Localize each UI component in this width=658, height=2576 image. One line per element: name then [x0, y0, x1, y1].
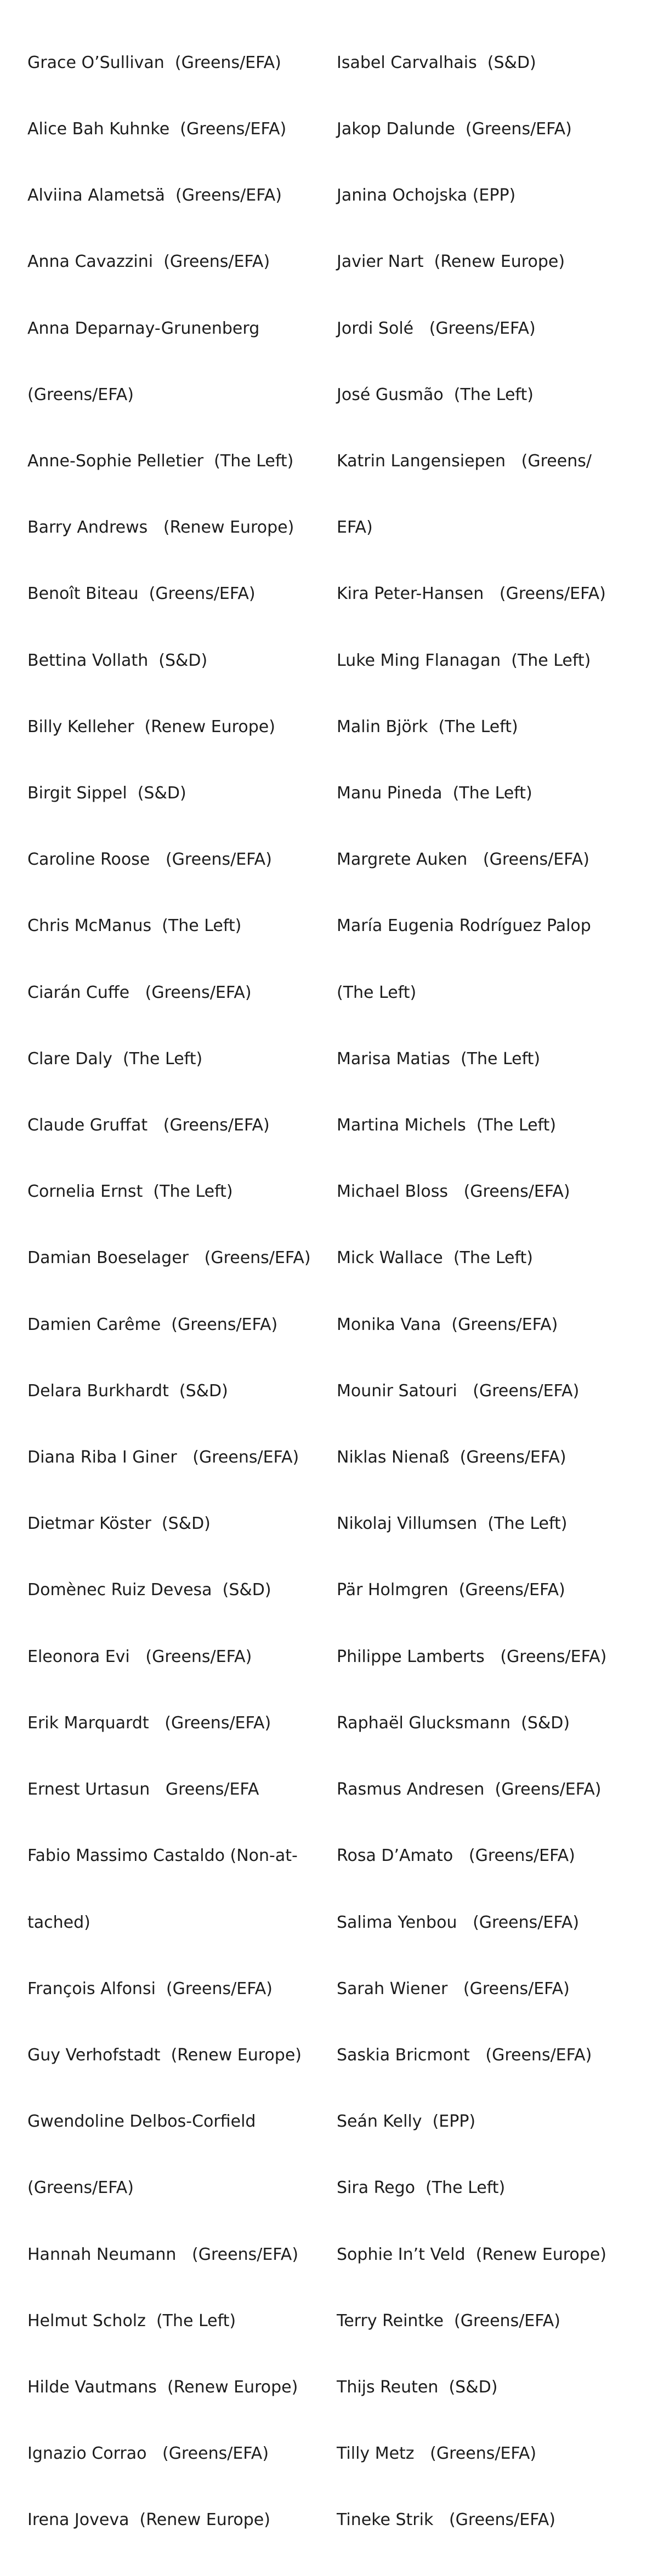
list-item: Diana Riba I Giner (Greens/EFA): [27, 1448, 299, 1467]
list-item: Gwendoline Delbos-Corfield: [27, 2112, 256, 2132]
list-item: Janina Ochojska (EPP): [337, 186, 516, 205]
list-item: Anna Cavazzini (Greens/EFA): [27, 252, 270, 272]
list-item: Irena Joveva (Renew Europe): [27, 2510, 270, 2530]
list-item: Philippe Lamberts (Greens/EFA): [337, 1647, 607, 1666]
list-item: Ciarán Cuffe (Greens/EFA): [27, 983, 252, 1002]
list-item: Marisa Matias (The Left): [337, 1049, 541, 1069]
list-item: Mick Wallace (The Left): [337, 1248, 534, 1268]
list-item: Rosa D’Amato (Greens/EFA): [337, 1846, 575, 1866]
list-item: Eleonora Evi (Greens/EFA): [27, 1647, 252, 1666]
list-item: Damien Carême (Greens/EFA): [27, 1315, 278, 1334]
list-item: Chris McManus (The Left): [27, 916, 242, 936]
list-item: Sira Rego (The Left): [337, 2178, 506, 2198]
list-item: Mounir Satouri (Greens/EFA): [337, 1381, 580, 1401]
list-item: Billy Kelleher (Renew Europe): [27, 717, 275, 736]
list-item: Anna Deparnay-Grunenberg: [27, 318, 260, 338]
list-item: Bettina Vollath (S&D): [27, 650, 208, 670]
list-item: Caroline Roose (Greens/EFA): [27, 850, 272, 870]
list-item: Michael Bloss (Greens/EFA): [337, 1182, 570, 1202]
list-item: Tilly Metz (Greens/EFA): [337, 2444, 537, 2464]
list-item: Nikolaj Villumsen (The Left): [337, 1514, 568, 1534]
list-item: Margrete Auken (Greens/EFA): [337, 850, 589, 870]
list-item: Cornelia Ernst (The Left): [27, 1182, 233, 1202]
list-item: EFA): [337, 518, 373, 538]
list-item: Benoît Biteau (Greens/EFA): [27, 584, 256, 604]
list-item: Pär Holmgren (Greens/EFA): [337, 1580, 565, 1600]
list-item: (Greens/EFA): [27, 385, 134, 404]
list-item: Saskia Bricmont (Greens/EFA): [337, 2045, 592, 2065]
list-item: Hilde Vautmans (Renew Europe): [27, 2377, 298, 2397]
list-item: Barry Andrews (Renew Europe): [27, 518, 294, 538]
list-item: Isabel Carvalhais (S&D): [337, 53, 536, 72]
list-item: Domènec Ruiz Devesa (S&D): [27, 1580, 271, 1600]
list-item: (Greens/EFA): [27, 2178, 134, 2198]
list-item: Helmut Scholz (The Left): [27, 2311, 236, 2331]
list-item: Birgit Sippel (S&D): [27, 784, 186, 803]
list-item: (The Left): [337, 983, 417, 1002]
list-item: Niklas Nienaß (Greens/EFA): [337, 1448, 566, 1467]
list-item: Dietmar Köster (S&D): [27, 1514, 211, 1534]
right-column: [337, 8, 644, 2576]
list-item: Claude Gruffat (Greens/EFA): [27, 1116, 270, 1135]
list-item: Seán Kelly (EPP): [337, 2112, 476, 2132]
list-item: Alice Bah Kuhnke (Greens/EFA): [27, 119, 287, 139]
list-item: Hannah Neumann (Greens/EFA): [27, 2244, 299, 2264]
list-item: Grace O’Sullivan (Greens/EFA): [27, 53, 281, 72]
list-item: Katrin Langensiepen (Greens/: [337, 452, 592, 471]
list-item: María Eugenia Rodríguez Palop: [337, 916, 591, 936]
list-item: Monika Vana (Greens/EFA): [337, 1315, 558, 1334]
list-item: Javier Nart (Renew Europe): [337, 252, 565, 272]
list-item: Malin Björk (The Left): [337, 717, 518, 736]
list-item: Anne-Sophie Pelletier (The Left): [27, 452, 294, 471]
list-item: Damian Boeselager (Greens/EFA): [27, 1248, 311, 1268]
list-item: Manu Pineda (The Left): [337, 784, 532, 803]
list-item: Luke Ming Flanagan (The Left): [337, 650, 591, 670]
list-item: Ignazio Corrao (Greens/EFA): [27, 2444, 269, 2464]
list-item: tached): [27, 1912, 90, 1932]
list-item: Ernest Urtasun Greens/EFA: [27, 1780, 259, 1800]
list-item: Martina Michels (The Left): [337, 1116, 557, 1135]
list-item: Alviina Alametsä (Greens/EFA): [27, 186, 282, 205]
list-item: Tineke Strik (Greens/EFA): [337, 2510, 555, 2530]
list-item: Sophie In’t Veld (Renew Europe): [337, 2244, 606, 2264]
list-item: Guy Verhofstadt (Renew Europe): [27, 2045, 302, 2065]
left-column: [27, 8, 326, 2576]
list-item: Salima Yenbou (Greens/EFA): [337, 1912, 580, 1932]
list-item: Sarah Wiener (Greens/EFA): [337, 1979, 570, 1998]
list-item: Erik Marquardt (Greens/EFA): [27, 1713, 271, 1733]
list-item: François Alfonsi (Greens/EFA): [27, 1979, 273, 1998]
list-item: Thijs Reuten (S&D): [337, 2377, 498, 2397]
list-item: Jordi Solé (Greens/EFA): [337, 318, 536, 338]
list-item: Rasmus Andresen (Greens/EFA): [337, 1780, 602, 1800]
list-item: Clare Daly (The Left): [27, 1049, 203, 1069]
list-item: Delara Burkhardt (S&D): [27, 1381, 228, 1401]
list-item: José Gusmão (The Left): [337, 385, 534, 404]
list-item: Kira Peter-Hansen (Greens/EFA): [337, 584, 606, 604]
list-item: Jakop Dalunde (Greens/EFA): [337, 119, 572, 139]
list-item: Fabio Massimo Castaldo (Non-at-: [27, 1846, 298, 1866]
list-item: Terry Reintke (Greens/EFA): [337, 2311, 560, 2331]
list-item: Raphaël Glucksmann (S&D): [337, 1713, 570, 1733]
